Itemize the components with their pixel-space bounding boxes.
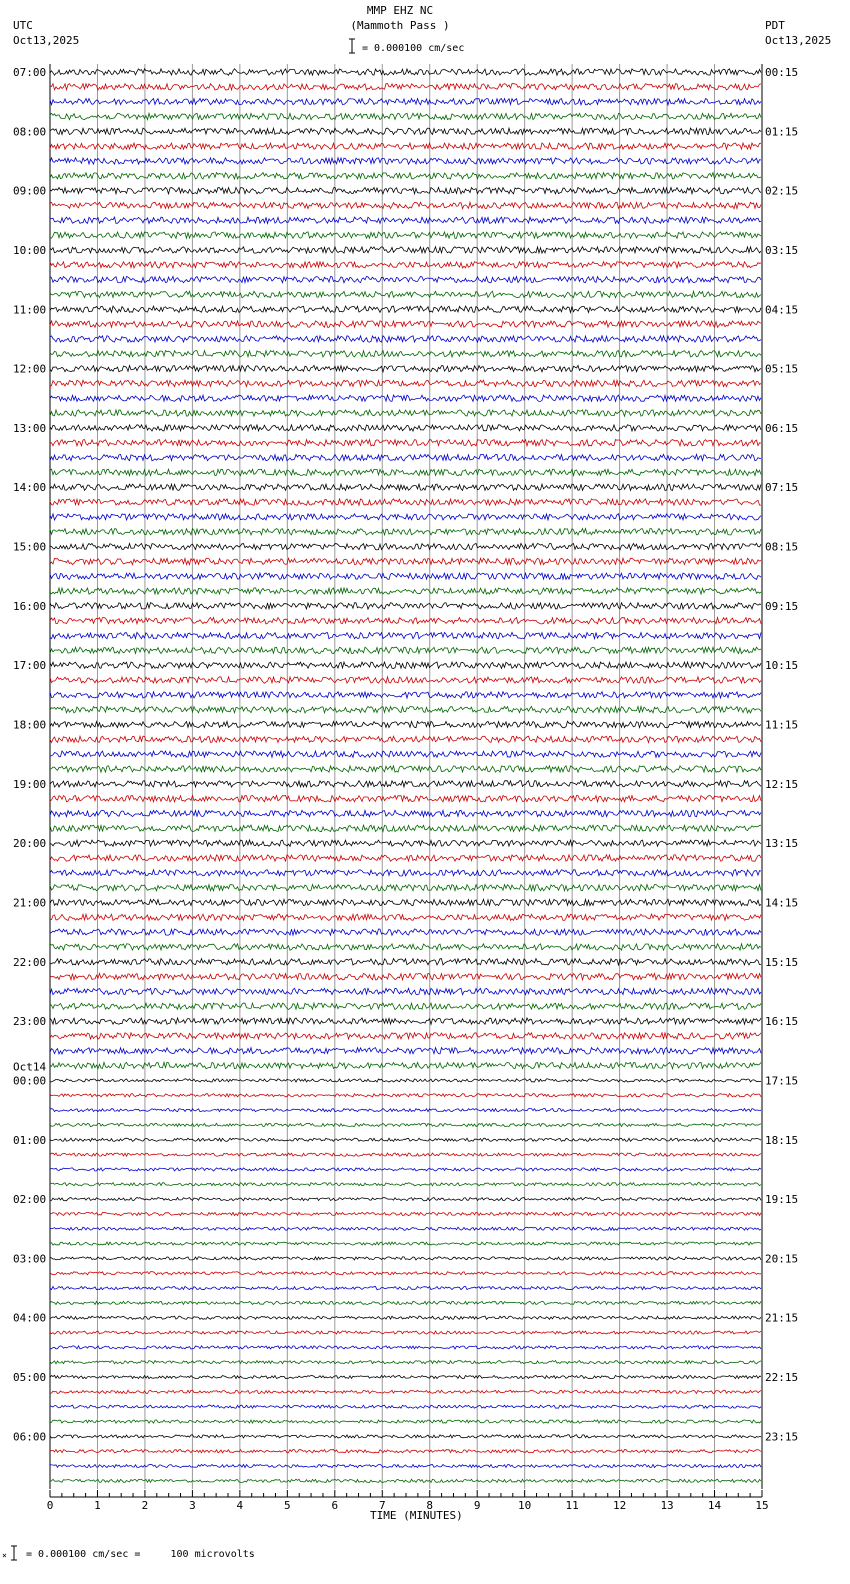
seismic-trace <box>50 484 761 490</box>
seismic-trace <box>50 217 761 223</box>
left-hour-label: 12:00 <box>13 362 47 376</box>
seismic-trace <box>50 291 761 297</box>
seismic-trace <box>50 336 761 342</box>
seismic-trace <box>50 825 761 831</box>
left-hour-label: 07:00 <box>13 66 47 79</box>
footer-marker: × <box>2 1551 7 1560</box>
seismic-trace <box>50 588 761 594</box>
date-change-label: Oct14 <box>13 1060 47 1074</box>
seismic-trace <box>50 1003 761 1009</box>
left-hour-label: 17:00 <box>13 659 47 673</box>
scale-bar-icon <box>349 39 355 53</box>
left-hour-label: 18:00 <box>13 718 47 732</box>
seismic-trace <box>50 603 761 609</box>
seismic-trace <box>50 380 761 386</box>
seismic-trace <box>50 158 761 164</box>
right-hour-label: 07:15 <box>765 481 799 495</box>
left-hour-label: 10:00 <box>13 243 47 257</box>
station-location: (Mammoth Pass ) <box>350 19 450 32</box>
x-tick-label: 15 <box>755 1499 769 1512</box>
seismic-trace <box>50 662 761 668</box>
right-hour-label: 09:15 <box>765 599 799 613</box>
seismic-trace <box>50 1301 761 1304</box>
seismic-trace <box>50 440 761 446</box>
right-hour-label: 17:15 <box>765 1074 799 1088</box>
x-tick-label: 9 <box>473 1499 481 1512</box>
right-hour-label: 11:15 <box>765 718 799 732</box>
seismic-trace <box>50 84 761 90</box>
seismic-trace <box>50 529 761 535</box>
left-hour-label: 22:00 <box>13 955 47 969</box>
seismic-trace <box>50 1420 761 1423</box>
left-hour-label: 15:00 <box>13 540 47 554</box>
seismic-trace <box>50 128 761 134</box>
seismic-trace <box>50 558 761 564</box>
left-timezone: UTC <box>13 19 33 32</box>
x-tick-label: 4 <box>236 1499 244 1512</box>
seismic-trace <box>50 247 761 253</box>
left-hour-label: 03:00 <box>13 1252 47 1266</box>
right-hour-label: 08:15 <box>765 540 799 554</box>
seismic-trace <box>50 959 761 965</box>
right-hour-label: 04:15 <box>765 303 799 317</box>
left-hour-label: 19:00 <box>13 777 47 791</box>
right-hour-label: 20:15 <box>765 1252 799 1266</box>
seismic-trace <box>50 1287 761 1290</box>
seismic-trace <box>50 1062 761 1068</box>
right-hour-label: 21:15 <box>765 1311 799 1325</box>
seismic-trace <box>50 395 761 401</box>
seismic-trace <box>50 1212 761 1215</box>
left-hour-label: 21:00 <box>13 896 47 910</box>
seismic-trace <box>50 321 761 327</box>
left-hour-label: 23:00 <box>13 1015 47 1029</box>
left-hour-label: 01:00 <box>13 1133 47 1147</box>
right-hour-label: 00:15 <box>765 66 799 79</box>
left-hour-label: 14:00 <box>13 481 47 495</box>
seismic-trace <box>50 188 761 194</box>
seismic-trace <box>50 1361 761 1364</box>
seismic-trace <box>50 1272 761 1275</box>
x-tick-label: 0 <box>46 1499 54 1512</box>
seismic-trace <box>50 1375 761 1378</box>
seismic-trace <box>50 573 761 579</box>
seismic-trace <box>50 173 761 179</box>
seismic-trace <box>50 454 761 460</box>
trace-lines <box>50 69 761 1483</box>
seismic-trace <box>50 1316 761 1319</box>
seismic-trace <box>50 1138 761 1141</box>
seismic-trace <box>50 914 761 920</box>
seismic-trace <box>50 781 761 787</box>
seismic-trace <box>50 1198 761 1201</box>
seismic-trace <box>50 1331 761 1334</box>
seismic-trace <box>50 810 761 816</box>
right-hour-label: 13:15 <box>765 837 799 851</box>
x-tick-label: 3 <box>189 1499 196 1512</box>
right-hour-label: 14:15 <box>765 896 799 910</box>
x-tick-label: 5 <box>284 1499 291 1512</box>
seismic-trace <box>50 1450 761 1453</box>
right-hour-label: 03:15 <box>765 243 799 257</box>
left-hour-label: 20:00 <box>13 837 47 851</box>
left-hour-label: 13:00 <box>13 421 47 435</box>
left-hour-label: 11:00 <box>13 303 47 317</box>
seismic-trace <box>50 499 761 505</box>
seismic-trace <box>50 766 761 772</box>
right-timezone: PDT <box>765 19 785 32</box>
seismic-trace <box>50 351 761 357</box>
seismic-trace <box>50 885 761 891</box>
right-hour-label: 12:15 <box>765 777 799 791</box>
x-tick-label: 13 <box>660 1499 674 1512</box>
seismic-trace <box>50 276 761 282</box>
seismic-trace <box>50 944 761 950</box>
footer-scale-note: = 0.000100 cm/sec = 100 microvolts <box>26 1549 255 1560</box>
seismic-trace <box>50 1079 761 1082</box>
seismic-trace <box>50 929 761 935</box>
seismic-trace <box>50 1094 761 1097</box>
seismic-trace <box>50 973 761 979</box>
seismic-trace <box>50 1479 761 1482</box>
seismic-trace <box>50 1018 761 1024</box>
seismic-trace <box>50 113 761 119</box>
left-date: Oct13,2025 <box>13 34 80 47</box>
right-hour-label: 15:15 <box>765 955 799 969</box>
seismic-trace <box>50 365 761 371</box>
seismic-trace <box>50 202 761 208</box>
x-tick-label: 6 <box>331 1499 339 1512</box>
seismic-trace <box>50 840 761 846</box>
seismic-trace <box>50 618 761 624</box>
seismic-trace <box>50 1405 761 1408</box>
seismic-trace <box>50 232 761 238</box>
seismic-trace <box>50 1109 761 1112</box>
x-tick-label: 8 <box>426 1499 434 1512</box>
right-hour-label: 01:15 <box>765 125 799 139</box>
right-hour-label: 02:15 <box>765 184 799 198</box>
left-hour-label: 02:00 <box>13 1193 47 1207</box>
right-hour-label: 05:15 <box>765 362 799 376</box>
x-tick-label: 7 <box>378 1499 386 1512</box>
station-title: MMP EHZ NC <box>366 4 434 17</box>
seismic-trace <box>50 899 761 905</box>
seismic-trace <box>50 306 761 312</box>
right-hour-label: 16:15 <box>765 1015 799 1029</box>
seismic-trace <box>50 1346 761 1349</box>
seismic-trace <box>50 1153 761 1156</box>
seismic-trace <box>50 1435 761 1438</box>
right-hour-label: 22:15 <box>765 1371 799 1385</box>
left-hour-label: 05:00 <box>13 1371 47 1385</box>
seismic-trace <box>50 870 761 876</box>
seismic-trace <box>50 1257 761 1260</box>
x-tick-label: 10 <box>518 1499 532 1512</box>
left-hour-label: 09:00 <box>13 184 47 198</box>
seismic-trace <box>50 1168 761 1171</box>
x-tick-label: 2 <box>141 1499 149 1512</box>
scale-text: = 0.000100 cm/sec <box>362 43 465 54</box>
seismic-trace <box>50 796 761 802</box>
seismic-trace <box>50 1123 761 1126</box>
seismic-trace <box>50 469 761 475</box>
x-tick-label: 12 <box>612 1499 627 1512</box>
seismic-trace <box>50 707 761 713</box>
seismic-trace <box>50 1048 761 1054</box>
seismic-trace <box>50 1227 761 1230</box>
seismic-trace <box>50 143 761 149</box>
seismic-trace <box>50 692 761 698</box>
footer-scale-bar-icon <box>11 1546 17 1560</box>
right-hour-label: 19:15 <box>765 1193 799 1207</box>
left-hour-label: 04:00 <box>13 1311 47 1325</box>
seismic-trace <box>50 1390 761 1393</box>
seismic-trace <box>50 632 761 638</box>
x-tick-label: 14 <box>707 1499 722 1512</box>
left-hour-label: 16:00 <box>13 599 47 613</box>
seismic-trace <box>50 721 761 727</box>
seismic-trace <box>50 262 761 268</box>
seismic-trace <box>50 514 761 520</box>
left-hour-label: 08:00 <box>13 125 47 139</box>
right-hour-label: 06:15 <box>765 421 799 435</box>
seismic-trace <box>50 751 761 757</box>
seismic-trace <box>50 1183 761 1186</box>
right-hour-label: 18:15 <box>765 1133 799 1147</box>
seismic-trace <box>50 1033 761 1039</box>
seismic-trace <box>50 855 761 861</box>
seismic-trace <box>50 736 761 742</box>
seismic-trace <box>50 69 761 75</box>
right-hour-label: 10:15 <box>765 659 799 673</box>
right-hour-label: 23:15 <box>765 1430 799 1444</box>
right-date: Oct13,2025 <box>765 34 832 47</box>
seismic-trace <box>50 1242 761 1245</box>
seismic-trace <box>50 425 761 431</box>
left-hour-label: 00:00 <box>13 1074 47 1088</box>
seismic-trace <box>50 677 761 683</box>
seismic-trace <box>50 647 761 653</box>
seismic-trace <box>50 99 761 105</box>
x-axis-label: TIME (MINUTES) <box>370 1509 463 1522</box>
x-tick-label: 1 <box>94 1499 101 1512</box>
left-hour-label: 06:00 <box>13 1430 47 1444</box>
seismic-trace <box>50 543 761 549</box>
seismic-trace <box>50 410 761 416</box>
seismic-trace <box>50 988 761 994</box>
x-tick-label: 11 <box>565 1499 579 1512</box>
seismic-trace <box>50 1464 761 1467</box>
